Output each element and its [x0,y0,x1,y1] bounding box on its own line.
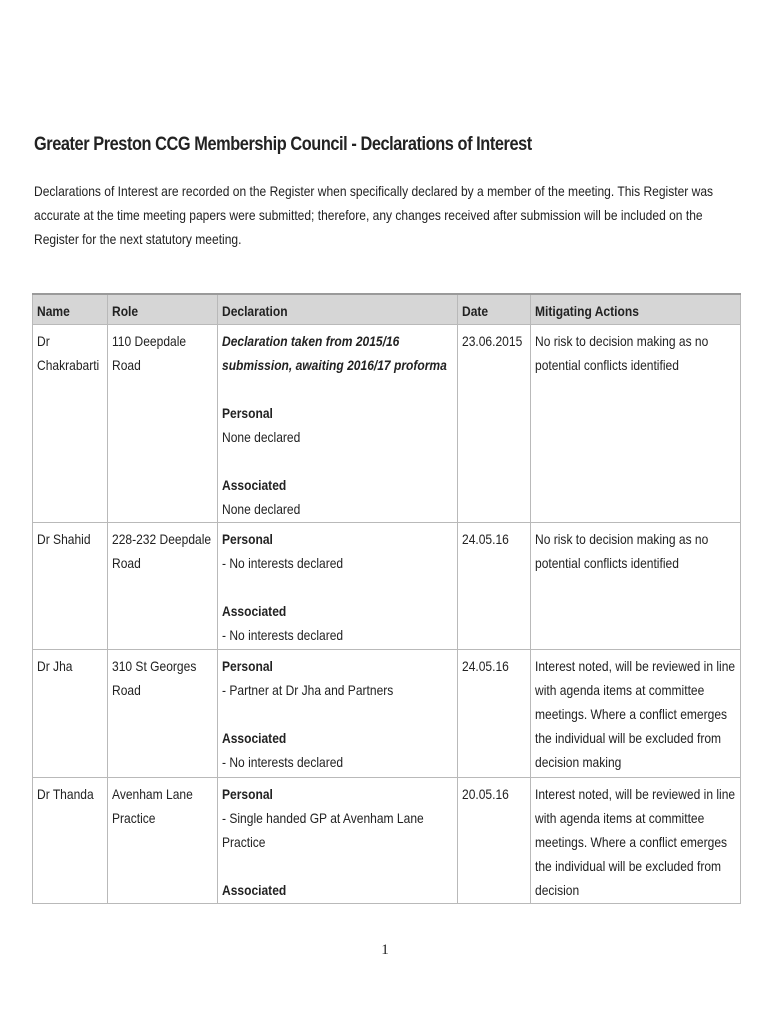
personal-heading: Personal [222,405,273,421]
cell-name: Dr Chakrabarti [33,325,108,523]
cell-declaration [218,523,458,650]
table-row [33,778,741,904]
cell-name: Dr Shahid [33,523,108,650]
page-number: 1 [381,942,389,958]
cell-declaration [218,778,458,904]
associated-value: - No interests declared [222,754,344,770]
associated-heading: Associated [222,477,287,493]
column-header-declaration: Declaration [218,294,458,325]
personal-value: - Partner at Dr Jha and Partners [222,682,394,698]
personal-value: None declared [222,429,301,445]
cell-name: Dr Jha [33,650,108,778]
associated-value: - No interests declared [222,627,344,643]
cell-date: 23.06.2015 [458,325,531,523]
cell-date: 24.05.16 [458,523,531,650]
table-row [33,650,741,778]
page-title: Greater Preston CCG Membership Council - Declarations of Interest [34,134,532,155]
cell-declaration [218,650,458,778]
declarations-table [32,293,741,904]
cell-name: Dr Thanda [33,778,108,904]
personal-heading: Personal [222,531,273,547]
personal-value: - Single handed GP at Avenham Lane Practice [222,810,424,850]
cell-mitigating-actions: No risk to decision making as no potential conflicts identified [531,325,741,523]
table-header-row [33,294,741,325]
personal-heading: Personal [222,658,273,674]
cell-mitigating-actions: No risk to decision making as no potential conflicts identified [531,523,741,650]
associated-heading: Associated [222,603,287,619]
personal-heading: Personal [222,786,273,802]
cell-mitigating-actions: Interest noted, will be reviewed in line with agenda items at committee meetings. Where a conflict emerges the individual will be excluded from decision making [531,650,741,778]
associated-value: None declared [222,501,301,517]
table-row [33,325,741,523]
cell-declaration [218,325,458,523]
declaration-note: Declaration taken from 2015/16 submission, awaiting 2016/17 proforma [222,333,447,373]
cell-date: 20.05.16 [458,778,531,904]
column-header-name: Name [33,294,108,325]
column-header-role: Role [108,294,218,325]
table-row [33,523,741,650]
column-header-mitigating-actions: Mitigating Actions [531,294,741,325]
cell-role: 110 Deepdale Road [108,325,218,523]
cell-mitigating-actions: Interest noted, will be reviewed in line with agenda items at committee meetings. Where a conflict emerges the individual will be excluded from decision [531,778,741,904]
personal-value: - No interests declared [222,555,344,571]
column-header-date: Date [458,294,531,325]
associated-heading: Associated [222,882,287,898]
cell-date: 24.05.16 [458,650,531,778]
associated-heading: Associated [222,730,287,746]
cell-role: 228-232 Deepdale Road [108,523,218,650]
cell-role: 310 St Georges Road [108,650,218,778]
cell-role: Avenham Lane Practice [108,778,218,904]
intro-paragraph: Declarations of Interest are recorded on the Register when specifically declared by a member of the meeting. This Register was accurate at the time meeting papers were submitted; therefore, any changes received after submission will be included on the Register for the next statutory meeting. [34,183,714,247]
